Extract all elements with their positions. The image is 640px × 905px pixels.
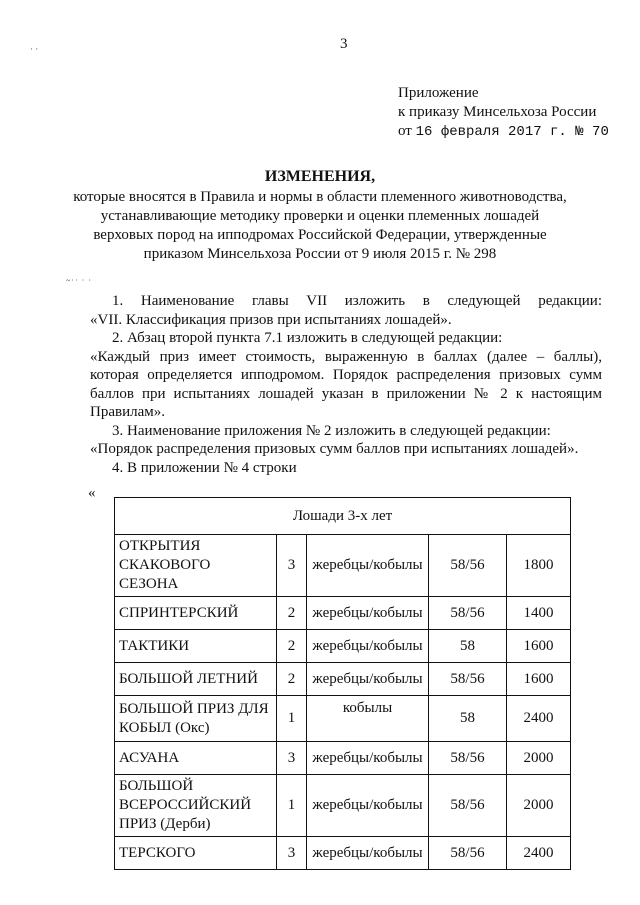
prize-sex: жеребцы/кобылы [307,775,429,837]
table-row [115,837,571,870]
prize-count: 2 [277,663,307,696]
prize-weight: 58/56 [429,535,507,597]
prize-points: 1400 [507,597,571,630]
prize-points: 1800 [507,535,571,597]
prize-sex: жеребцы/кобылы [307,597,429,630]
prize-count: 2 [277,597,307,630]
prize-weight: 58 [429,696,507,742]
prize-name: БОЛЬШОЙ ВСЕРОССИЙСКИЙ ПРИЗ (Дерби) [115,775,277,837]
prize-count: 3 [277,837,307,870]
prize-points: 1600 [507,663,571,696]
document-title: ИЗМЕНЕНИЯ, [264,168,376,185]
prize-sex: жеребцы/кобылы [307,630,429,663]
document-subtitle [60,188,580,264]
prize-count: 1 [277,696,307,742]
prize-count: 1 [277,775,307,837]
appendix-date: 16 февраля 2017 г. № 70 [415,124,609,140]
appendix-date-line [398,122,609,142]
prize-points: 2000 [507,742,571,775]
subtitle-line-3: верховых пород на ипподромах Российской Федерации, утвержденные [93,227,547,243]
table-row [115,696,571,742]
prize-sex: жеребцы/кобылы [307,535,429,597]
document-body [90,292,602,477]
prize-sex: жеребцы/кобылы [307,837,429,870]
paragraph-2-quote: «Каждый приз имеет стоимость, выраженную в баллах (далее – баллы), которая определяется ипподромом. Порядок распределения призовых сумм баллов при испытаниях лошадей указан в приложении № 2 к настоящим Правилам». [90,348,602,420]
table-row [115,742,571,775]
table-row [115,597,571,630]
prize-weight: 58/56 [429,663,507,696]
subtitle-line-2: устанавливающие методику проверки и оценки племенных лошадей [100,208,540,224]
prize-name: ТАКТИКИ [115,630,277,663]
prize-points: 2400 [507,837,571,870]
table-row [115,775,571,837]
appendix-line-2: к приказу Минсельхоза России [398,104,597,120]
prize-count: 2 [277,630,307,663]
appendix-line-1: Приложение [398,85,479,101]
prize-count: 3 [277,742,307,775]
prize-weight: 58/56 [429,597,507,630]
prize-table [114,497,571,870]
paragraph-3-quote: «Порядок распределения призовых сумм баллов при испытаниях лошадей». [90,441,579,457]
appendix-date-prefix: от [398,123,416,139]
prize-name: БОЛЬШОЙ ЛЕТНИЙ [115,663,277,696]
prize-weight: 58/56 [429,775,507,837]
prize-name: ОТКРЫТИЯ СКАКОВОГО СЕЗОНА [115,535,277,597]
paragraph-4: 4. В приложении № 4 строки [112,459,297,476]
subtitle-line-1: которые вносятся в Правила и нормы в области племенного животноводства, [73,189,567,205]
prize-weight: 58/56 [429,742,507,775]
prize-points: 1600 [507,630,571,663]
paragraph-1: 1. Наименование главы VII изложить в следующей редакции: [112,293,602,309]
table-header-row [115,498,571,535]
scan-mark: ~·· · · [66,276,92,285]
prize-sex: кобылы [307,696,429,742]
prize-points: 2000 [507,775,571,837]
prize-sex: жеребцы/кобылы [307,742,429,775]
prize-weight: 58 [429,630,507,663]
prize-name: БОЛЬШОЙ ПРИЗ ДЛЯ КОБЫЛ (Окс) [115,696,277,742]
page-number: 3 [340,36,348,52]
table-row [115,630,571,663]
paragraph-2: 2. Абзац второй пункта 7.1 изложить в следующей редакции: [112,330,503,346]
prize-count: 3 [277,535,307,597]
scan-specks: · · [30,44,39,54]
prize-sex: жеребцы/кобылы [307,663,429,696]
prize-name: АСУАНА [115,742,277,775]
prize-name: ТЕРСКОГО [115,837,277,870]
subtitle-line-4: приказом Минсельхоза России от 9 июля 2015 г. № 298 [143,246,497,262]
prize-name: СПРИНТЕРСКИЙ [115,597,277,630]
paragraph-1-quote: «VII. Классификация призов при испытаниях лошадей». [90,311,452,328]
table-header: Лошади 3-х лет [115,498,571,535]
paragraph-3: 3. Наименование приложения № 2 изложить в следующей редакции: [112,422,551,439]
table-row [115,663,571,696]
table-row [115,535,571,597]
prize-points: 2400 [507,696,571,742]
opening-quote: « [88,485,96,501]
prize-weight: 58/56 [429,837,507,870]
appendix-block [398,84,609,142]
